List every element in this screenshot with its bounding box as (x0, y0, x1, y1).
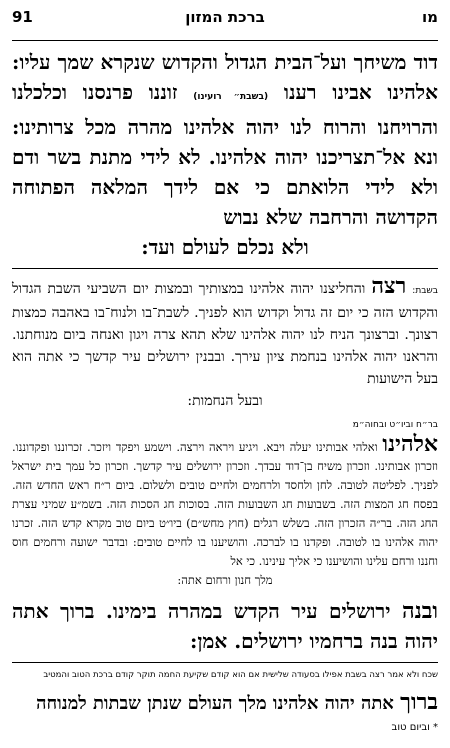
divider (12, 662, 438, 663)
paragraph-retzeh (12, 275, 438, 412)
paragraph-final-blessing (12, 688, 438, 718)
paragraph-text-b: זוננו פרנסנו וכלכלנו והרויחנו והרוח לנו יהוה אלהינו מהרה מכל צרותינו: ונא אל־תצריכנו יהוה אלהינו. לא לידי מתנת בשר ודם ולא לידי הלואתם כי אם לידך המלאה הפתוחה הקדושה והרחבה שלא נבוש (12, 80, 438, 229)
lead-word-eloheinu: אלהינו (382, 431, 439, 457)
running-title: ברכת המזון (185, 8, 265, 26)
retzeh-end-line: ובעל הנחמות: (187, 393, 263, 409)
shabbat-label: בשבת: (412, 286, 439, 296)
festival-label: בר״ח וביו״ט ובחוה״מ (352, 420, 438, 430)
paragraph-rachem (12, 47, 438, 262)
yaaleh-text: ואלהי אבותינו יעלה ויבא. ויגיע ויראה וירצה. וישמע ויפקד ויזכר. זכרוננו ופקדוננו. וזכרון אבותינו. וזכרון משיח בן־דוד עבדך. וזכרון ירושלים עיר קדשך. וזכרון כל עמך בית ישראל לפניך. לפליטה לטובה. לחן ולחסד ולרחמים ולחיים טובים ולשלום. ביום ר״ח ראש החדש הזה. בפסח חג המצות הזה. בשבועות חג השבועות הזה. בסוכות חג הסכות הזה. בשמ״ע שמיני עצרת החג הזה. בר״ה הזכרון הזה. בשלש רגלים (חוץ מחש״ם) ביו״ט ביום טוב מקרא קדש הזה. זכרנו יהוה אלהינו בו לטובה. ופקדנו בו לברכה. והושיענו בו לחיים טובים: ובדבר ישועה ורחמים חוס וחננו ורחם עלינו והושיענו כי אליך עינינו. כי אל (12, 440, 438, 568)
uvneh-text: ירושלים עיר הקדש במהרה בימינו. ברוך אתה יהוה בנה ברחמיו ירושלים. אמן: (12, 599, 438, 653)
paragraph-uvneh (12, 596, 438, 656)
hebrew-page-number: מו (421, 8, 438, 26)
yaaleh-end-line: מלך חנון ורחום אתה: (177, 573, 273, 587)
footnote: * וביום טוב (391, 722, 438, 733)
lead-word-uvneh: ובנה (401, 598, 439, 624)
paragraph-text-a: דוד משיחך ועל־הבית הגדול והקדוש שנקרא שמך עליו: אלהינו אבינו רענו (12, 50, 438, 104)
page-header (12, 0, 438, 41)
divider (12, 268, 438, 269)
lead-word-retzeh: רצה (371, 273, 407, 299)
shabbat-variant-note: (בשבת״ רועינו) (193, 92, 269, 102)
page-number: 91 (12, 8, 33, 26)
halachic-note: שכח ולא אמר רצה בשבת אפילו בסעודה שלישית אם הוא קודם שקיעת החמה תוקר קודם ברכת הטוב והמטיב (43, 670, 438, 680)
retzeh-text: והחליצנו יהוה אלהינו במצותיך ובמצות יום השביעי השבת הגדול והקדוש הזה כי יום זה גדול וקדוש הוא לפניך. לשבת־בו ולנוח־בו באהבה כמצות רצונך. וברצונך הניח לנו יהוה אלהינו שלא תהא צרה ויגון ואנחה ביום מנוחתנו. והראנו יהוה אלהינו בנחמת ציון עירך. ובבנין ירושלים עיר קדשך כי אתה הוא בעל הישועות (12, 281, 438, 387)
lead-word-baruch: ברוך (400, 689, 438, 715)
paragraph-yaaleh-veyavo (12, 416, 438, 590)
paragraph-end-line: ולא נכלם לעולם ועד: (141, 235, 309, 259)
final-blessing-text: אתה יהוה אלהינו מלך העולם שנתן שבתות למנוחה (36, 693, 394, 714)
